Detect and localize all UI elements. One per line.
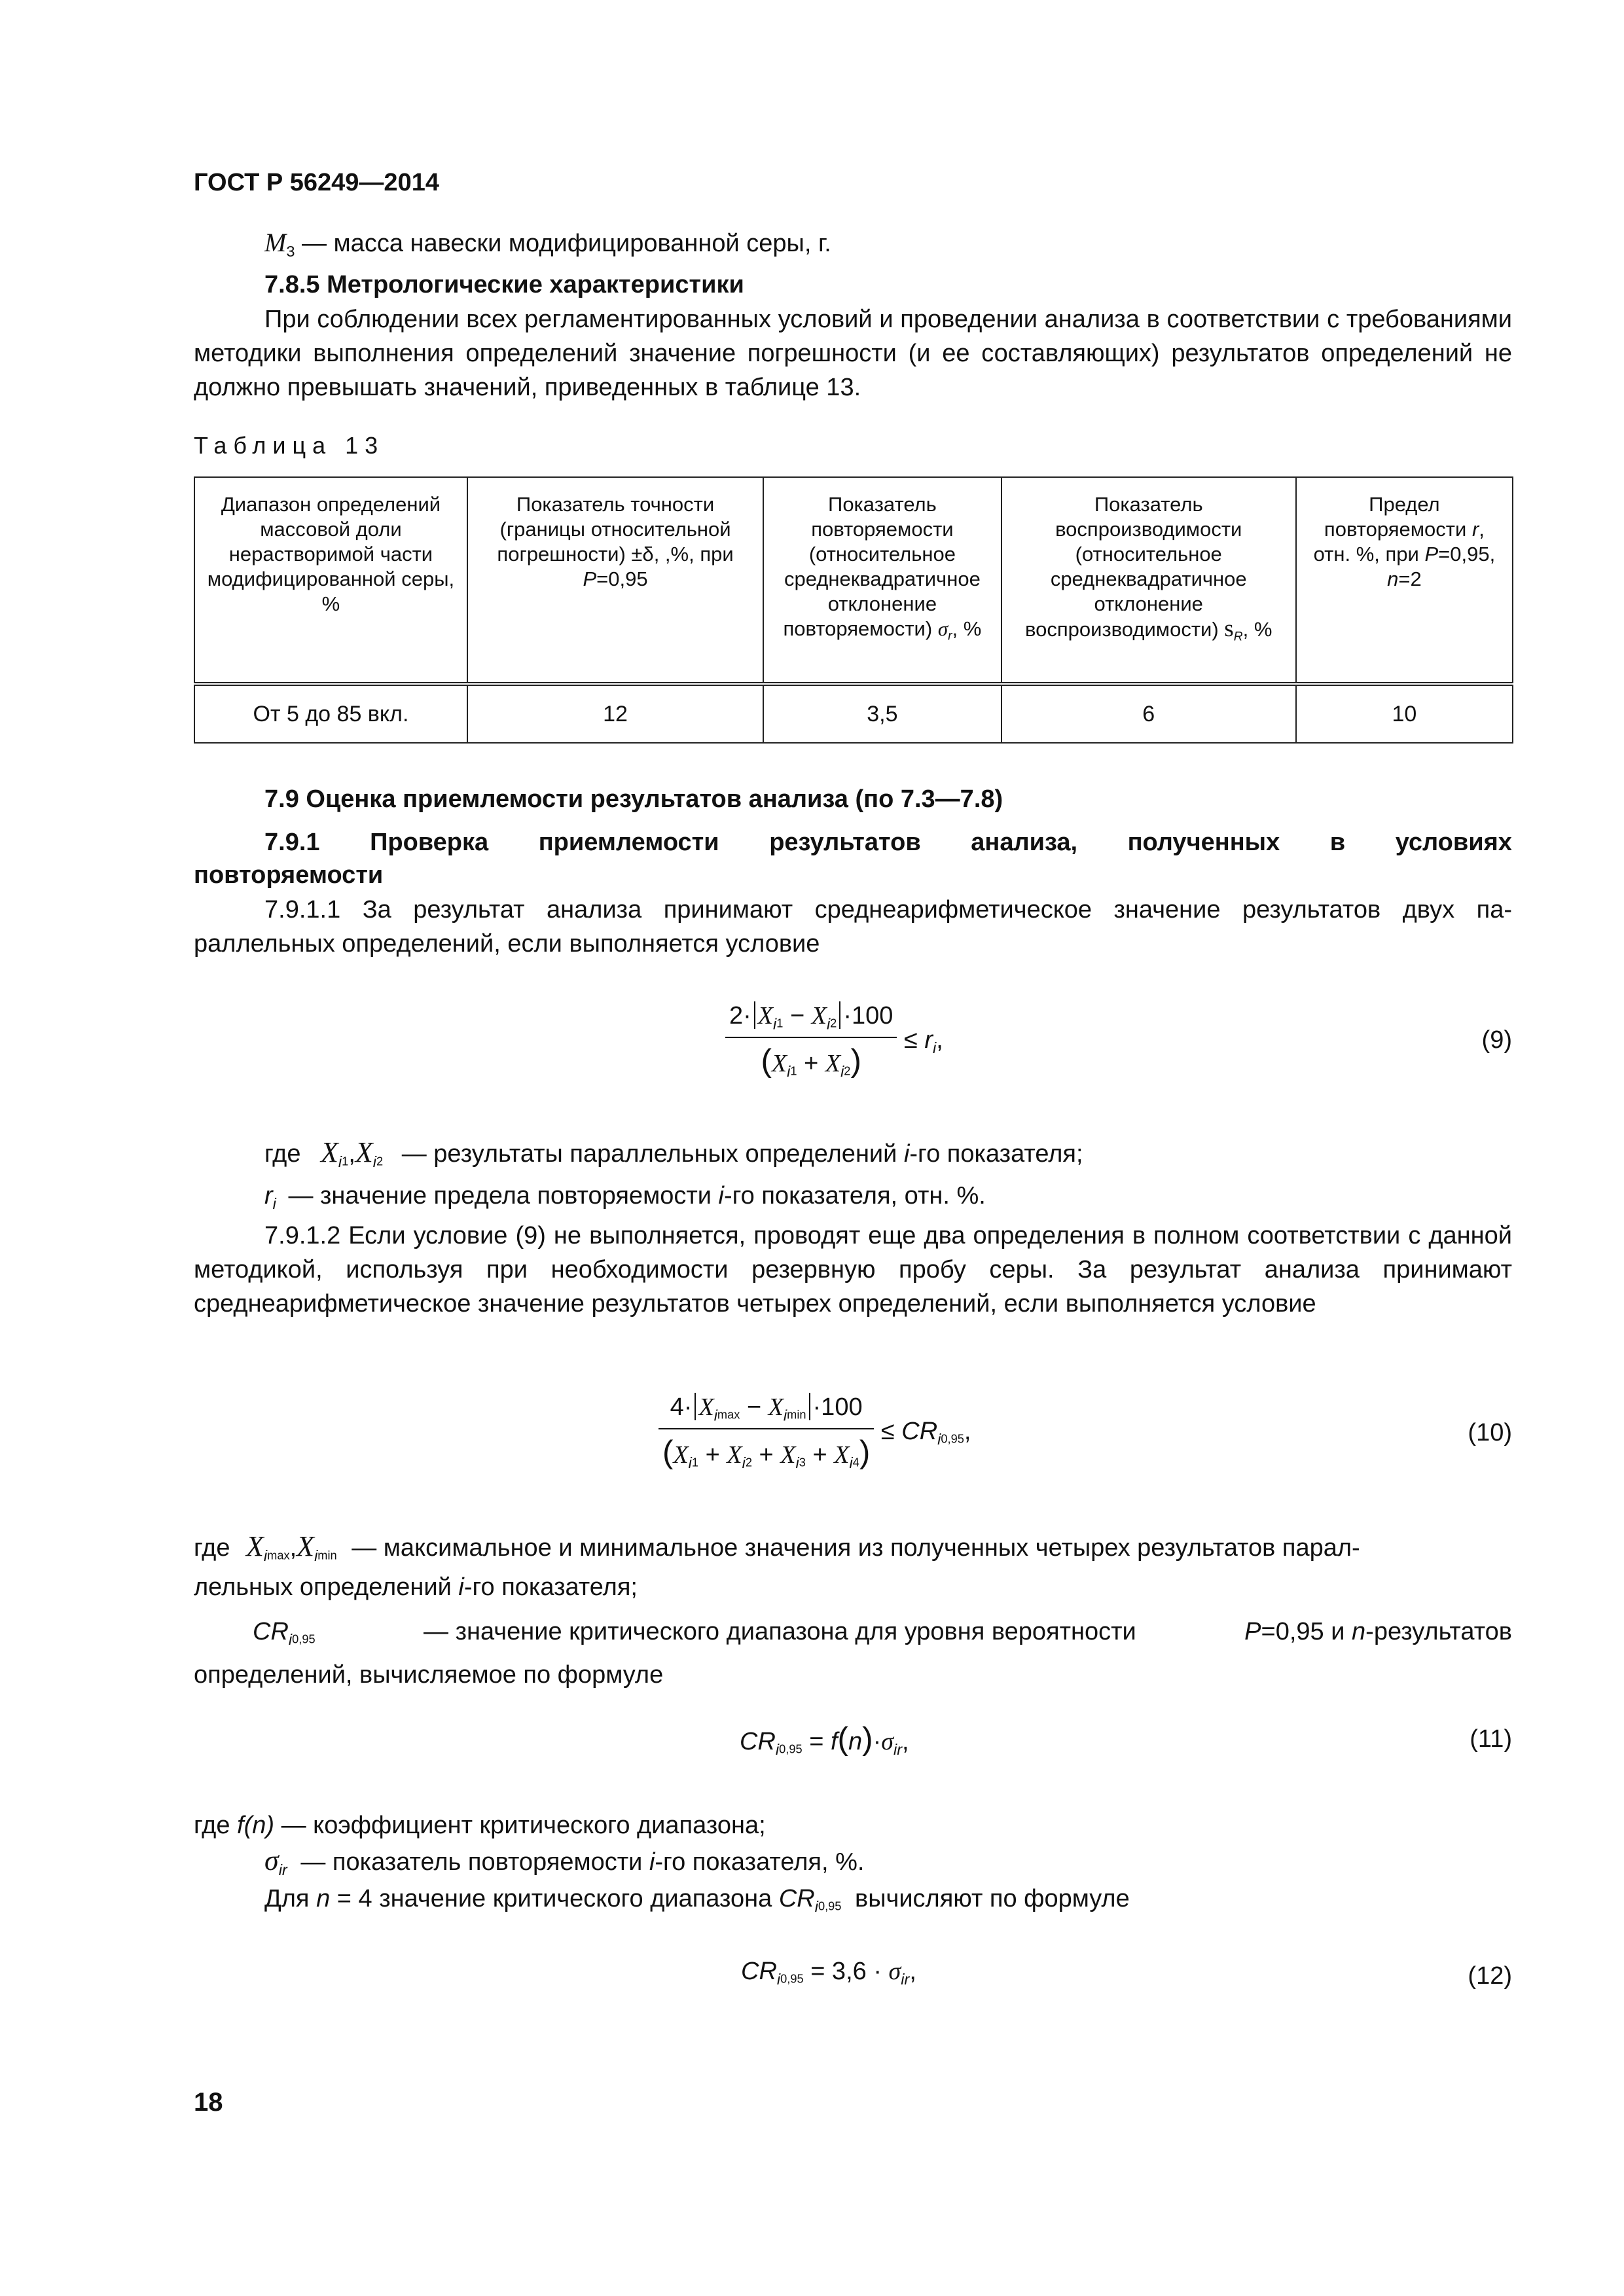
table-caption: Таблица 13	[194, 432, 385, 459]
document-header: ГОСТ Р 56249—2014	[194, 169, 439, 196]
formula-11: $CR_i0,95 = f(n)\cdot\sigma_{ir}$,	[740, 1721, 909, 1759]
equation-number-9: (9)	[1481, 1026, 1512, 1054]
section-7-8-5-title: 7.8.5 Метрологические характеристики	[264, 271, 744, 298]
section-7-9-title: 7.9 Оценка приемлемости результатов анализа (по 7.3—7.8)	[264, 785, 1003, 813]
where-9-x: где $X_i1,X_i2$ — результаты параллельных определений i-го показателя;	[264, 1136, 1083, 1171]
section-7-8-5-paragraph: При соблюдении всех регламентированных условий и проведении анализа в соответствии с требованиями методики выполнения определений значение погрешности (и ее составляющих) результатов определений не должно превышать значений, приведенных в таблице 13.	[194, 306, 1512, 401]
table-header-repeatability-limit: Предел повторяемости r, отн. %, при P=0,95, n=2	[1296, 477, 1513, 684]
table-cell: От 5 до 85 вкл.	[194, 684, 467, 743]
formula-12: $CR_i0,95 = 3,6 \cdot \sigma_{ir}$,	[741, 1958, 916, 1988]
section-7-9-1-2-paragraph: 7.9.1.2 Если условие (9) не выполняется, проводят еще два определения в полном соответствии с данной методикой, используя при необходимости резервную пробу серы. За результат анализа принимают среднеарифметическое значение результатов четырех определений, если выполняется условие	[194, 1222, 1512, 1318]
table-cell: 6	[1001, 684, 1296, 743]
where-10-x: где $X_i\max,X_i\min$ — максимальное и минимальное значения из полученных четырех результатов парал-	[194, 1530, 1360, 1565]
where-11-sigma: $\sigma_{ir}$ — показатель повторяемости i-го показателя, %.	[264, 1844, 865, 1879]
table-cell: 12	[467, 684, 763, 743]
section-7-9-1-1-paragraph: 7.9.1.1 За результат анализа принимают среднеарифметическое значение результатов двух па- раллельных определений, если выполняется условие	[194, 896, 1512, 958]
table-cell: 3,5	[763, 684, 1001, 743]
formula-10: $\frac{4\cdot X_i\max - X_i\min \cdot 100}{(X_i1 + X_i2 + X_i3 + X_i4)}$ ≤ $CR_i0,95$,	[659, 1393, 971, 1473]
table-row	[194, 684, 1513, 743]
equation-number-10: (10)	[1468, 1419, 1512, 1446]
section-7-9-1-title: 7.9.1 Проверка приемлемости результатов анализа, полученных в условиях	[264, 829, 1512, 856]
where-9-r: $r_i$ — значение предела повторяемости i-го показателя, отн. %.	[264, 1182, 986, 1213]
m3-definition: $M_3$ — масса навески модифицированной серы, г.	[264, 228, 831, 260]
table-header-reproducibility: Показатель воспроизводимости (относительное среднеквадратичное отклонение воспроизводимости) $s_R$, %	[1001, 477, 1296, 684]
equation-number-12: (12)	[1468, 1962, 1512, 1990]
n4-sentence: Для n = 4 значение критического диапазона $CR_i0,95$ вычисляют по формуле	[264, 1885, 1130, 1916]
section-7-9-1-title-tail: повторяемости	[194, 861, 384, 889]
where-10-cr: $CR_i0,95$ — значение критического диапазона для уровня вероятности P=0,95 и n-результатов	[253, 1618, 1512, 1649]
equation-number-11: (11)	[1470, 1725, 1512, 1753]
table-header-range: Диапазон определений массовой доли нерастворимой части модифицированной серы, %	[194, 477, 467, 684]
formula-9: $\frac{2\cdot X_i1 - X_i2 \cdot 100}{(X_i1 + X_i2)}$ ≤ $r_i$,	[725, 1001, 943, 1081]
where-10-cr-cont: определений, вычисляемое по формуле	[194, 1661, 664, 1689]
table-13	[194, 476, 1513, 744]
where-10-x-cont: лельных определений i-го показателя;	[194, 1573, 638, 1601]
where-11-fn: где f(n) — коэффициент критического диапазона;	[194, 1812, 766, 1839]
table-header-repeatability: Показатель повторяемости (относительное среднеквадратичное отклонение повторяемости) $\sigma_r$, %	[763, 477, 1001, 684]
page-number: 18	[194, 2088, 223, 2117]
table-header-accuracy: Показатель точности (границы относительной погрешности) ±δ, ,%, при P=0,95	[467, 477, 763, 684]
table-header-row	[194, 477, 1513, 684]
table-cell: 10	[1296, 684, 1513, 743]
